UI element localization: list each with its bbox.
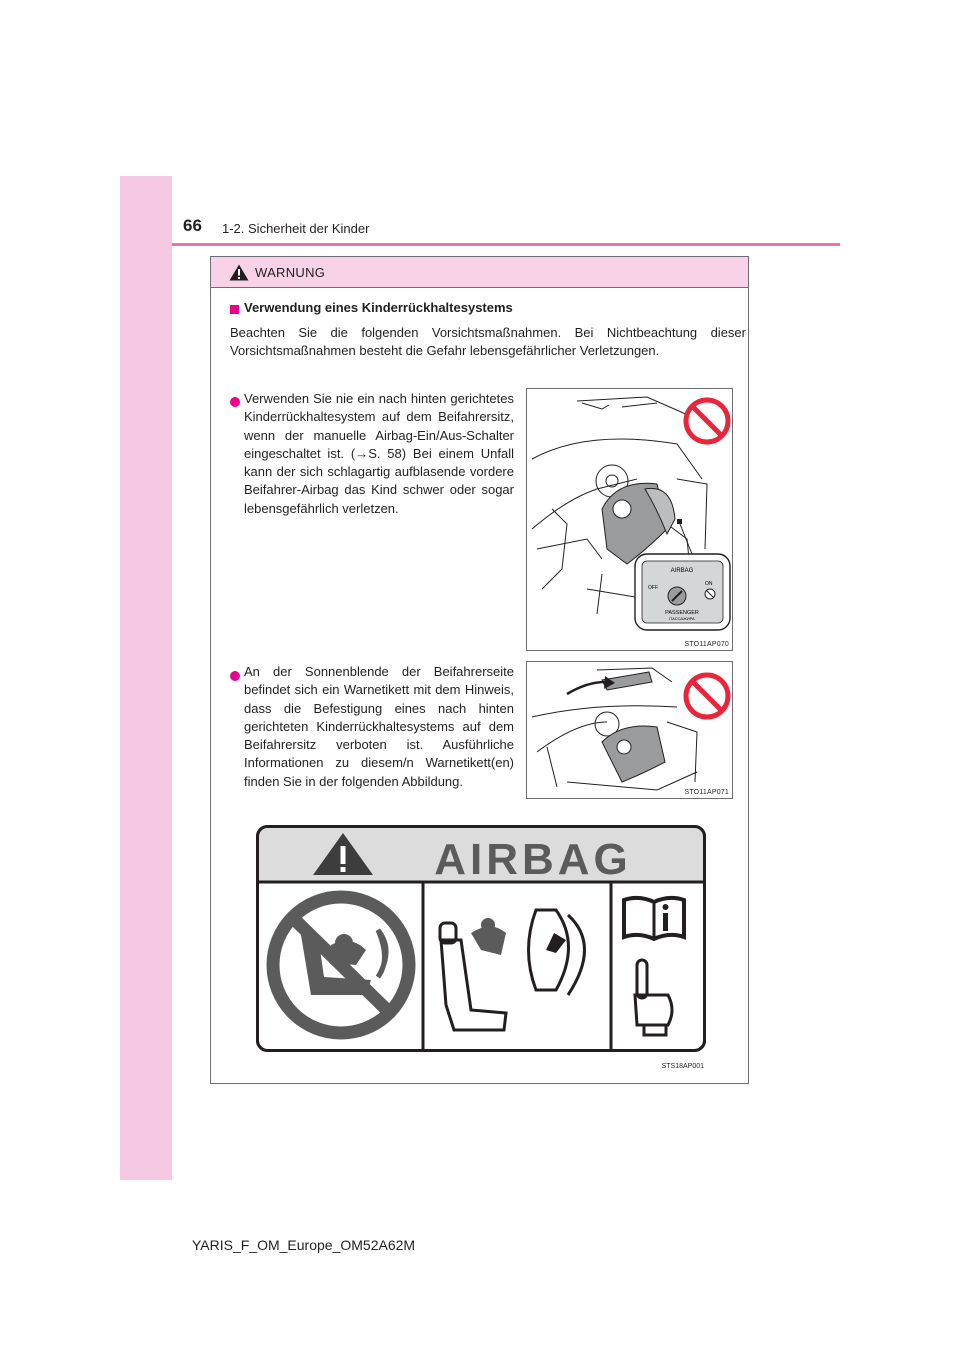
- page-number: 66: [183, 216, 202, 235]
- warning-intro: Beachten Sie die folgenden Vorsichtsmaßnahmen. Bei Nichtbeachtung dieser Vorsichtsmaßnahmen besteht die Gefahr lebensgefährlicher Verletzungen.: [230, 325, 746, 358]
- figure-code: STS18AP001: [661, 1063, 704, 1070]
- sun-visor-illustration: [527, 662, 732, 798]
- bullet-text: Verwenden Sie nie ein nach hinten gerichtetes Kinderrückhaltesystem auf dem Beifahrersitz, wenn der manuelle Airbag-Ein/Aus-Schalter eingeschaltet ist. (→S. 58) Bei einem Unfall kann der sich schlagartig aufblasende vordere Beifahrer-Airbag das Kind schwer oder sogar lebensgefährlich verletzen.: [244, 391, 514, 516]
- label-title: AIRBAG: [434, 835, 632, 884]
- airbag-switch-panel: [635, 554, 730, 630]
- bullet-icon: [230, 397, 240, 407]
- switch-passenger-label: PASSENGER: [665, 610, 699, 616]
- document-footer: YARIS_F_OM_Europe_OM52A62M: [192, 1237, 416, 1253]
- switch-passenger-ru-label: ПАССАЖИРА: [669, 616, 695, 621]
- switch-off-label: OFF: [648, 585, 658, 591]
- prohibition-icon: [273, 897, 409, 1033]
- header-rule: [172, 243, 840, 246]
- car-interior-illustration: [527, 389, 732, 650]
- warning-box: [210, 256, 749, 1084]
- prohibition-icon: [686, 675, 728, 717]
- warning-header: [211, 257, 748, 288]
- bullet-text: An der Sonnenblende der Beifahrerseite befindet sich ein Warnetikett mit dem Hinweis, dass die Befestigung eines nach hinten gerichteten Kinderrückhaltesystems auf dem Beifahrersitz verboten ist. Ausführliche Informationen zu diesem/n Warnetikett(en) finden Sie in der folgenden Abbildung.: [244, 664, 514, 789]
- warning-label: WARNUNG: [255, 265, 326, 280]
- figure-code: STO11AP071: [684, 789, 729, 796]
- section-bullet-icon: [230, 305, 239, 314]
- bullet-icon: [230, 671, 240, 681]
- chapter-tab: [120, 176, 172, 1180]
- prohibition-icon: [686, 400, 728, 442]
- switch-title: AIRBAG: [670, 568, 694, 574]
- warning-heading: Verwendung eines Kinderrückhaltesystems: [244, 300, 513, 315]
- sun-visor-label-figure: [526, 661, 733, 799]
- airbag-warning-label: [256, 825, 706, 1075]
- section-title: 1-2. Sicherheit der Kinder: [222, 221, 370, 236]
- figure-code: STO11AP070: [684, 641, 729, 648]
- airbag-switch-figure: [526, 388, 733, 651]
- warning-triangle-icon: [229, 264, 249, 281]
- switch-on-label: ON: [705, 581, 713, 587]
